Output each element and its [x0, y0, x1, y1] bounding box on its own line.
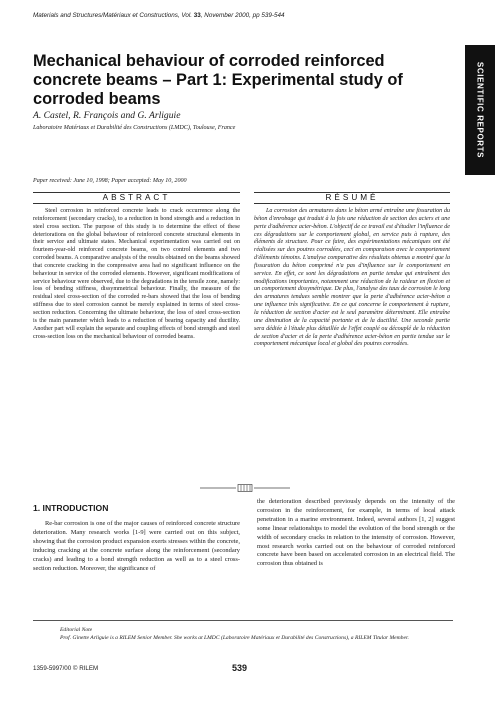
- issn-footer: 1359-5997/00 © RILEM: [33, 665, 99, 672]
- abstract-rule-bottom: [33, 203, 240, 204]
- editorial-note-text: Prof. Ginette Arliguie is a RILEM Senior Member. She works at LMDC (Laboratoire Matériaux et Durabilité des Constructions), a RILEM Titular Member.: [60, 635, 409, 641]
- introduction-heading: 1. INTRODUCTION: [33, 503, 109, 513]
- section-tab: [465, 45, 495, 175]
- article-title: Mechanical behaviour of corroded reinforced concrete beams – Part 1: Experimental study of corroded beams: [33, 52, 403, 108]
- journal-header: [33, 12, 433, 19]
- editorial-note-heading: Editorial Note: [60, 627, 93, 633]
- abstract-heading: ABSTRACT: [102, 193, 171, 202]
- editorial-note-rule: [33, 620, 453, 621]
- section-tab-label: SCIENTIFIC REPORTS: [475, 61, 485, 159]
- article-dates: Paper received: June 10, 1998; Paper accepted: May 10, 2000: [33, 178, 187, 184]
- resume-rule-bottom: [254, 203, 450, 204]
- article-authors: A. Castel, R. François and G. Arliguie: [33, 110, 181, 121]
- journal-volume: 33: [193, 12, 201, 19]
- page-number: 539: [232, 663, 248, 673]
- resume-heading: RÉSUMÉ: [325, 193, 379, 202]
- introduction-text-left: Re-bar corrosion is one of the major causes of reinforced concrete structure deterioration. Many research works [1-9] were carried out on this subject, showing that the corrosion product expansion exerts stresses within the concrete, inducing cracking at the concrete surface along the reinforcement (secondary cracks) and leading to a bond strength reduction as well as to a steel cross-section reduction. Moreover, the significance of: [33, 520, 240, 572]
- introduction-text-right: the deterioration described previously depends on the intensity of the corrosion in the reinforcement, for example, in terms of local attack penetration in a marine environment. Indeed, several authors [1, 2] suggest some linear relationships to model the evolution of the bond strength or the width of secondary cracks in relation to the intensity of corrosion. However, most research works carried out on the behaviour of corroded reinforced concrete have been based on accelerated corrosion in an electrical field. The corrosion thus obtained is: [257, 498, 455, 568]
- article-affiliation: Laboratoire Matériaux et Durabilité des Constructions (LMDC), Toulouse, France: [33, 125, 236, 131]
- abstract-text: Steel corrosion in reinforced concrete leads to crack occurrence along the reinforcement (secondary cracks), to a reduction in bond strength and a reduction in steel cross section. The purpose of this study is to determine the effect of these deteriorations on the global behaviour of reinforced concrete structural elements in their service and ultimate states. Mechanical experimentation was carried out on fourteen-year-old reinforced concrete beams, on two control elements and two corroded beams. A comparative analysis of the results obtained on the beams showed that concrete cracking in the compressive area had no significant influence on the behaviour in service of the corroded elements. However, significant modifications of service behaviour were observed, due to the degradations in the tensile zone, namely: loss of bending stiffness, dissymmetrical behaviour. Finally, the measure of the residual steel cross-section of the corroded re-bars showed that the loss of bending stiffness due to steel corrosion cannot be merely explained in terms of steel cross-section reduction. Concerning the ultimate behaviour, the loss of steel cross-section is the main parameter which leads to a reduction of bearing capacity and ductility. Another part will explain the separate and coupling effects of bond strength and steel cross-section loss on the mechanical behaviour of corroded beams.: [33, 208, 240, 340]
- section-divider-ornament: [200, 484, 290, 492]
- journal-issue: , November 2000, pp 539-544: [200, 12, 285, 19]
- resume-text: La corrosion des armatures dans le béton armé entraîne une fissuration du béton d'enrobage qui traduit à la fois une réduction de section des aciers et une perte d'adhérence acier-béton. L'objectif de ce travail est d'étudier l'influence de ces dégradations sur le comportement global, en service puis à rupture, des éléments de structure. Pour ce faire, des expérimentations mécaniques ont été réalisées sur des poutres corrodées, ceci en comparaison avec le comportement d'éléments témoins. L'analyse comparative des résultats obtenus a montré que la fissuration du béton comprimé n'a pas d'influence sur le comportement en service. En effet, ce sont les dégradations en partie tendue qui entraînent des modifications importantes, notamment une réduction de la raideur en flexion et un comportement dissymétrique. De plus, l'analyse des taux de corrosion le long des armatures tendues semble montrer que la perte d'adhérence acier-béton a une influence très significative. En ce qui concerne le comportement à rupture, la réduction de section d'acier est le seul paramètre déterminant. Elle entraîne une diminution de la capacité portante et de la ductilité. Une seconde partie sera dédiée à l'étude plus détaillée de l'effet couplé ou découplé de la réduction de section d'acier et de la perte d'adhérence acier-béton en partie tendue sur le comportement mécanique local et global des poutres corrodées.: [254, 208, 450, 348]
- journal-name: Materials and Structures/Matériaux et Constructions, Vol.: [33, 12, 194, 19]
